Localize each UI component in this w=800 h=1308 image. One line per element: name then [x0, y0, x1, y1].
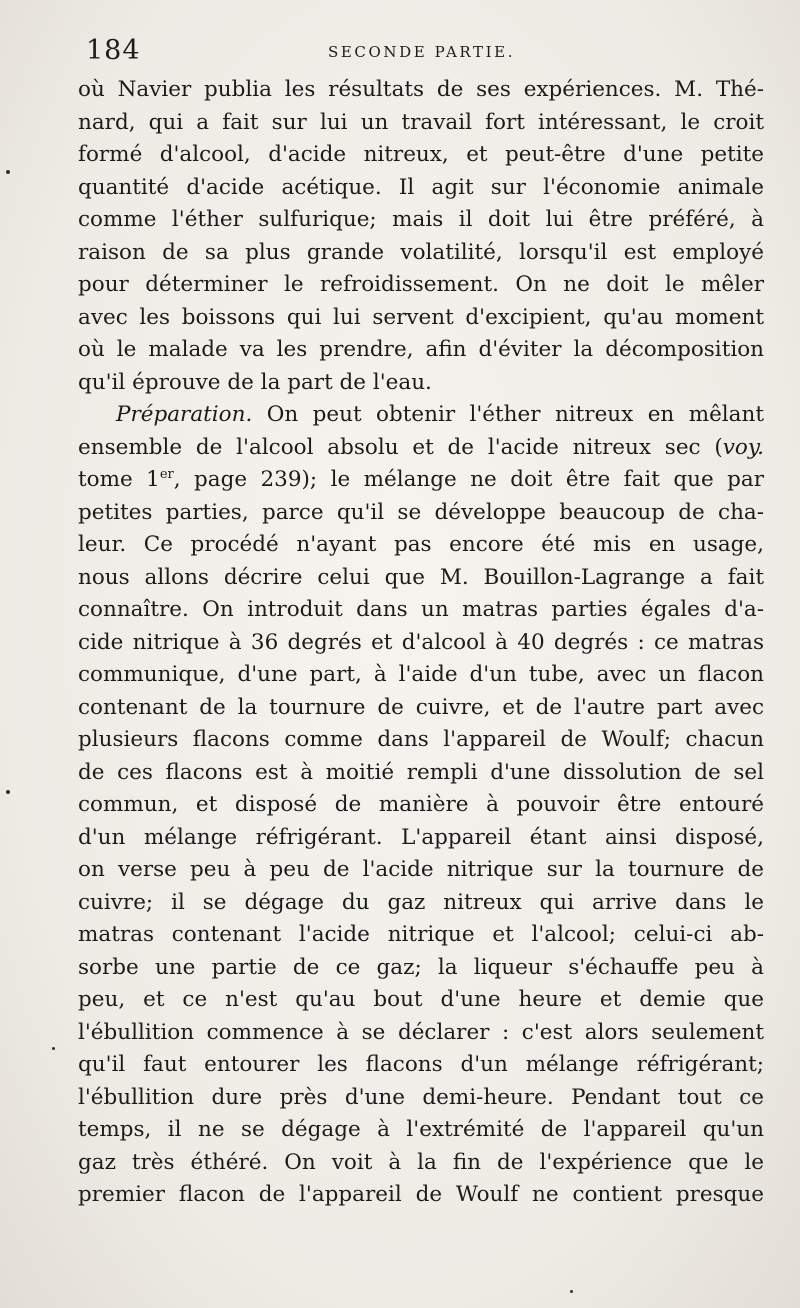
text-line: qu'il éprouve de la part de l'eau. [78, 369, 432, 395]
text-line: qu'il faut entourer les flacons d'un mélange réfrigérant; [78, 1052, 764, 1077]
running-head [86, 36, 762, 66]
text-line: peu, et ce n'est qu'au bout d'une heure et demie que [78, 987, 764, 1012]
text-line [78, 432, 764, 465]
text-line: nard, qui a fait sur lui un travail fort intéressant, le croit [78, 109, 764, 135]
body-text [78, 74, 764, 1212]
text-line: sorbe une partie de ce gaz; la liqueur s'échauffe peu à [78, 954, 764, 980]
ink-speck [6, 790, 10, 794]
text-line: d'un mélange réfrigérant. L'appareil étant ainsi disposé, [78, 824, 764, 850]
text-line: où le malade va les prendre, afin d'éviter la décomposition [78, 337, 764, 362]
ink-speck [570, 1290, 573, 1293]
preparation-label: Préparation. [116, 402, 253, 427]
superscript: er [159, 466, 174, 482]
text-segment: tome 1 [78, 467, 160, 492]
text-line [78, 464, 764, 497]
text-line: quantité d'acide acétique. Il agit sur l'économie animale [78, 174, 764, 200]
text-line: leur. Ce procédé n'ayant pas encore été mis en usage, [78, 532, 764, 557]
text-line: l'ébullition commence à se déclarer : c'est alors seulement [78, 1019, 764, 1045]
preparation-text: On peut obtenir l'éther nitreux en mêlant [252, 402, 764, 427]
text-line: contenant de la tournure de cuivre, et de l'autre part avec [78, 694, 764, 720]
text-line: premier flacon de l'appareil de Woulf ne contient presque [78, 1182, 764, 1207]
text-line: cuivre; il se dégage du gaz nitreux qui arrive dans le [78, 889, 764, 915]
text-line: nous allons décrire celui que M. Bouillon-Lagrange a fait [78, 564, 764, 590]
text-line: formé d'alcool, d'acide nitreux, et peut-être d'une petite [78, 142, 764, 167]
text-line: de ces flacons est à moitié rempli d'une dissolution de sel [78, 759, 764, 785]
text-line: connaître. On introduit dans un matras parties égales d'a- [78, 597, 764, 622]
text-line: gaz très éthéré. On voit à la fin de l'expérience que le [78, 1149, 764, 1175]
text-line: communique, d'une part, à l'aide d'un tube, avec un flacon [78, 662, 764, 687]
text-line: commun, et disposé de manière à pouvoir être entouré [78, 792, 764, 817]
voy-abbreviation: voy. [722, 434, 764, 460]
text-segment: ensemble de l'alcool absolu et de l'acide nitreux sec ( [78, 434, 723, 460]
text-line: temps, il ne se dégage à l'extrémité de l'appareil qu'un [78, 1117, 764, 1142]
ink-speck [52, 1047, 55, 1050]
ink-speck [6, 170, 10, 174]
text-line: petites parties, parce qu'il se développe beaucoup de cha- [78, 499, 764, 525]
text-line: on verse peu à peu de l'acide nitrique sur la tournure de [78, 857, 764, 882]
text-segment: , page 239); le mélange ne doit être fait que par [173, 467, 764, 492]
text-line: matras contenant l'acide nitrique et l'alcool; celui-ci ab- [78, 922, 764, 947]
page-number: 184 [86, 35, 141, 66]
text-line: où Navier publia les résultats de ses expériences. M. Thé- [78, 77, 764, 102]
text-line: plusieurs flacons comme dans l'appareil de Woulf; chacun [78, 727, 764, 752]
text-line: comme l'éther sulfurique; mais il doit lui être préféré, à [78, 207, 764, 232]
preparation-line [78, 399, 764, 432]
text-line: raison de sa plus grande volatilité, lorsqu'il est employé [78, 239, 764, 265]
text-line: l'ébullition dure près d'une demi-heure. Pendant tout ce [78, 1084, 764, 1110]
running-title: SECONDE PARTIE. [328, 43, 516, 61]
text-line: cide nitrique à 36 degrés et d'alcool à 40 degrés : ce matras [78, 629, 764, 655]
text-line: pour déterminer le refroidissement. On ne doit le mêler [78, 272, 764, 297]
text-line: avec les boissons qui lui servent d'excipient, qu'au moment [78, 304, 764, 330]
